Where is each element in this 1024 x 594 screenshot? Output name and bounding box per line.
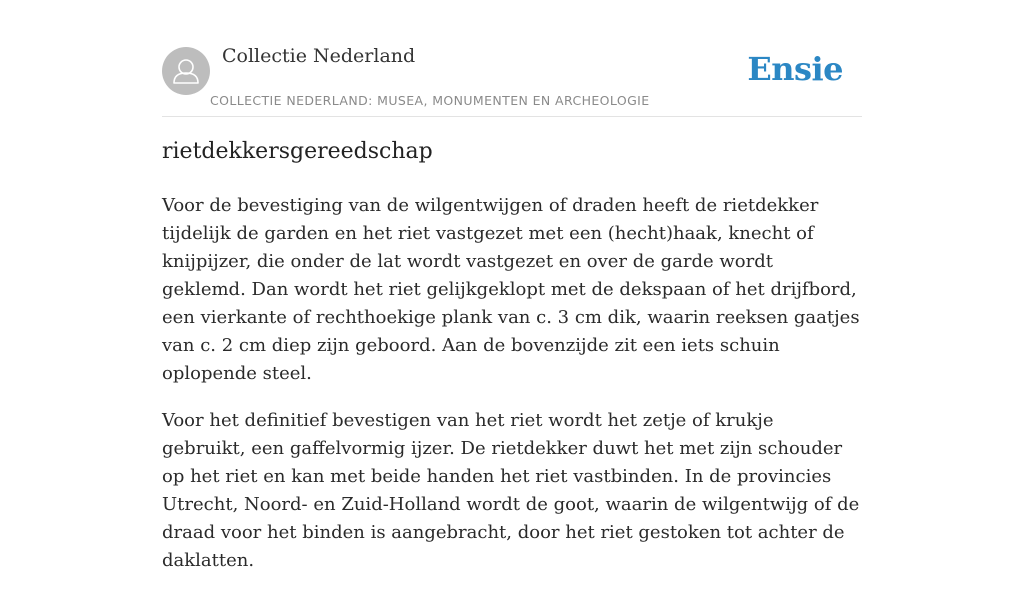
source-name[interactable]: Collectie Nederland xyxy=(222,45,416,67)
source-subtitle[interactable]: COLLECTIE NEDERLAND: MUSEA, MONUMENTEN EN ARCHEOLOGIE xyxy=(210,93,650,108)
user-icon xyxy=(162,47,210,95)
paragraph: Voor de bevestiging van de wilgentwijgen of draden heeft de rietdekker tijdelijk de garden en het riet vastgezet met een (hecht)haak, knecht of knijpijzer, die onder de lat wordt vastgezet en over de garde wordt geklemd. Dan wordt het riet gelijkgeklopt met de dekspaan of het drijfbord, een vierkante of rechthoekige plank van c. 3 cm dik, waarin reeksen gaatjes van c. 2 cm diep zijn geboord. Aan de bovenzijde zit een iets schuin oplopende steel. xyxy=(162,195,860,384)
source-avatar[interactable] xyxy=(162,47,210,95)
paragraph: Voor het definitief bevestigen van het riet wordt het zetje of krukje gebruikt, een gaffelvormig ijzer. De rietdekker duwt het met zijn schouder op het riet en kan met beide handen het riet vastbinden. In de provincies Utrecht, Noord- en Zuid-Holland wordt de goot, waarin de wilgentwijg of de draad voor het binden is aangebracht, door het riet gestoken tot achter de daklatten. xyxy=(162,410,860,571)
article-body xyxy=(162,192,862,594)
source-header xyxy=(162,0,862,117)
brand-logo[interactable]: Ensie xyxy=(747,50,843,88)
article-title: rietdekkersgereedschap xyxy=(162,139,433,164)
